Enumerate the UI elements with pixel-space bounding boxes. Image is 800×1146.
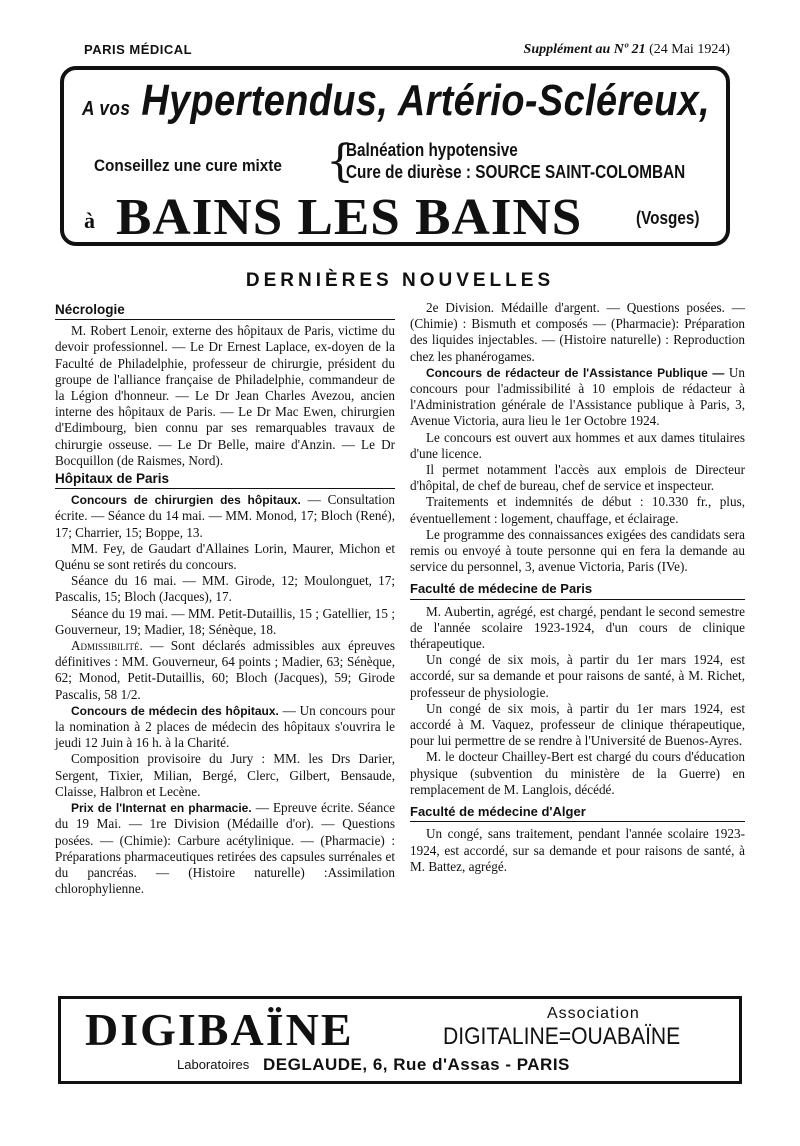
issue-date: (24 Mai 1924): [649, 42, 730, 57]
aubertin-paragraph: M. Aubertin, agrégé, est chargé, pendant le second semestre de l'année scolaire 1923-1924, d'un cours de clinique thérapeutique.: [410, 603, 745, 652]
running-header-left: PARIS MÉDICAL: [84, 42, 193, 57]
advert-conseillez: Conseillez une cure mixte: [94, 156, 282, 175]
prix-internat-paragraph: [55, 800, 395, 897]
programme-paragraph: Le programme des connaissances exigées des candidats sera remis ou envoyé à toute personne qui en fera la demande au service du personnel, 3, avenue Victoria, Paris (IVe).: [410, 526, 745, 575]
medecin-paragraph: [55, 703, 395, 752]
redacteur-text: Un concours pour l'admissibilité à 10 emplois de rédacteur à l'Administration générale de l'Assistance publique à Paris, 3, Avenue Victoria, aura lieu le 1er Octobre 1924.: [410, 364, 745, 429]
chirurgien-paragraph: [55, 492, 395, 541]
necrologie-text: M. Robert Lenoir, externe des hôpitaux de Paris, victime du devoir professionnel. — Le Dr Ernest Laplace, ex-doyen de la Faculté de Philadelphie, professeur de chirurgie, président du groupe de l'alliance française de Philadelphie, commandeur de la Légion d'honneur. — Le Dr Jean Charles Avezou, ancien interne des hôpitaux de Paris. — Le Dr Mac Ewen, chirurgien d'Edimbourg, bien connu par ses remarquables travaux de chirurgie osseuse. — Le Dr Belle, maire d'Anzin. — Le Dr Bocquillon (de Raismes, Nord).: [55, 323, 395, 468]
advert-bains-les-bains: [60, 66, 730, 246]
prix-internat-text: — Epreuve écrite. Séance du 19 Mai. — 1re Division (Médaille d'or). — Questions posées. — (Chimie): Carbure acétylinique. — (Pharmacie) : Préparations pharmaceutiques retirées des capsules surrénales et du pancréas. — (Histoire naturelle) :Assimilation chlorophylienne.: [55, 800, 395, 897]
redacteur-paragraph: [410, 365, 745, 430]
advert-digitaline: DIGITALINE=OUABAÏNE: [443, 1023, 681, 1050]
heading-faculte-paris: Faculté de médecine de Paris: [410, 581, 745, 599]
advert-a: à: [84, 208, 95, 233]
prix-internat-lead: Prix de l'Internat en pharmacie.: [71, 801, 252, 816]
advert-balneation: Balnéation hypotensive: [346, 140, 518, 160]
left-column: [55, 300, 395, 897]
seance-19-paragraph: Séance du 19 mai. — MM. Petit-Dutaillis, 15 ; Gatellier, 15 ; Gouverneur, 19; Madier, 18; Sénèque, 18.: [55, 605, 395, 637]
heading-hopitaux: Hôpitaux de Paris: [55, 471, 395, 489]
heading-necrologie: Nécrologie: [55, 302, 395, 320]
advert-address: DEGLAUDE, 6, Rue d'Assas - PARIS: [263, 1055, 570, 1074]
redacteur-lead: Concours de rédacteur de l'Assistance Publique —: [426, 365, 725, 380]
advert-laboratoires: Laboratoires: [177, 1057, 250, 1072]
admissibilite-text: — Sont déclarés admissibles aux épreuves définitives : MM. Gouverneur, 64 points ; Madier, 63; Sénèque, 62; Monod, Petit-Dutaillis, 60; Bloch (Jacques), 59; Girode Pascalis, 58 1/2.: [55, 638, 395, 702]
chailley-paragraph: M. le docteur Chailley-Bert est chargé du cours d'éducation physique (subvention du ministère de la Guerre) en remplacement de M. Langlois, décédé.: [410, 749, 745, 797]
richet-paragraph: Un congé de six mois, à partir du 1er mars 1924, est accordé, sur sa demande et pour raisons de santé, à M. Richet, professeur de physiologie.: [410, 652, 745, 700]
advert-digibaine-brand: DIGIBAÏNE: [85, 1004, 354, 1055]
admissibilite-lead: Admissibilité.: [71, 638, 143, 654]
running-header-right: [524, 42, 730, 58]
admissibilite-paragraph: [55, 638, 395, 703]
right-column: [410, 300, 745, 875]
medecin-text: — Un concours pour la nomination à 2 places de médecin des hôpitaux s'ouvrira le jeudi 12 Juin à 16 h. à la Charité.: [55, 702, 395, 751]
jury-paragraph: Composition provisoire du Jury : MM. les Drs Darier, Sergent, Tixier, Milian, Bergé, Clerc, Gilbert, Bensaude, Claisse, Halbron et Lecène.: [55, 751, 395, 799]
vaquez-paragraph: Un congé de six mois, à partir du 1er mars 1924, est accordé à M. Vaquez, professeur de clinique thérapeutique, pour lui permettre de se rendre à l'Université de Buenos-Ayres.: [410, 700, 745, 749]
advert-vosges: (Vosges): [636, 208, 700, 228]
seance-16-paragraph: Séance du 16 mai. — MM. Girode, 12; Moulonguet, 17; Pascalis, 15; Bloch (Jacques), 17.: [55, 573, 395, 605]
medecin-lead: Concours de médecin des hôpitaux.: [71, 703, 279, 718]
traitements-paragraph: Traitements et indemnités de début : 10.330 fr., plus, éventuellement : logement, chauffage, et éclairage.: [410, 494, 745, 526]
fey-paragraph: MM. Fey, de Gaudart d'Allaines Lorin, Maurer, Michon et Quénu se sont retirés du concours.: [55, 540, 395, 573]
chirurgien-lead: Concours de chirurgien des hôpitaux.: [71, 493, 301, 508]
advert-headline-main: Hypertendus, Artério-Scléreux,: [141, 76, 711, 125]
heading-faculte-alger: Faculté de médecine d'Alger: [410, 804, 745, 822]
advert-digibaine: [58, 996, 742, 1084]
permet-paragraph: Il permet notamment l'accès aux emplois de Directeur d'hôpital, de chef de bureau, chef de service et inspecteur.: [410, 462, 745, 494]
chirurgien-text: — Consultation écrite. — Séance du 14 mai. — MM. Monod, 17; Bloch (René), 17; Charrier, 15; Boppe, 13.: [55, 492, 396, 540]
advert-association: Association: [547, 1005, 640, 1022]
division-2-paragraph: 2e Division. Médaille d'argent. — Questions posées. — (Chimie) : Bismuth et composés — (Pharmacie): Préparation des liquides injectables. — (Histoire naturelle) : Reproduction chez les phanérogames.: [410, 300, 745, 364]
advert-headline: [82, 76, 710, 126]
section-title: DERNIÈRES NOUVELLES: [245, 270, 555, 291]
advert-cure: Cure de diurèse : SOURCE SAINT-COLOMBAN: [346, 162, 686, 182]
ouvert-paragraph: Le concours est ouvert aux hommes et aux dames titulaires d'une licence.: [410, 429, 745, 461]
battez-paragraph: Un congé, sans traitement, pendant l'année scolaire 1923-1924, est accordé, sur sa demande et pour raisons de santé, à M. Battez, agrégé.: [410, 826, 745, 874]
advert-headline-prefix: A vos: [82, 98, 131, 120]
advert-brace: {: [326, 136, 354, 187]
advert-bains-les-bains-name: BAINS LES BAINS: [116, 189, 583, 246]
supplement-label: Supplément au Nº 21: [523, 42, 646, 57]
